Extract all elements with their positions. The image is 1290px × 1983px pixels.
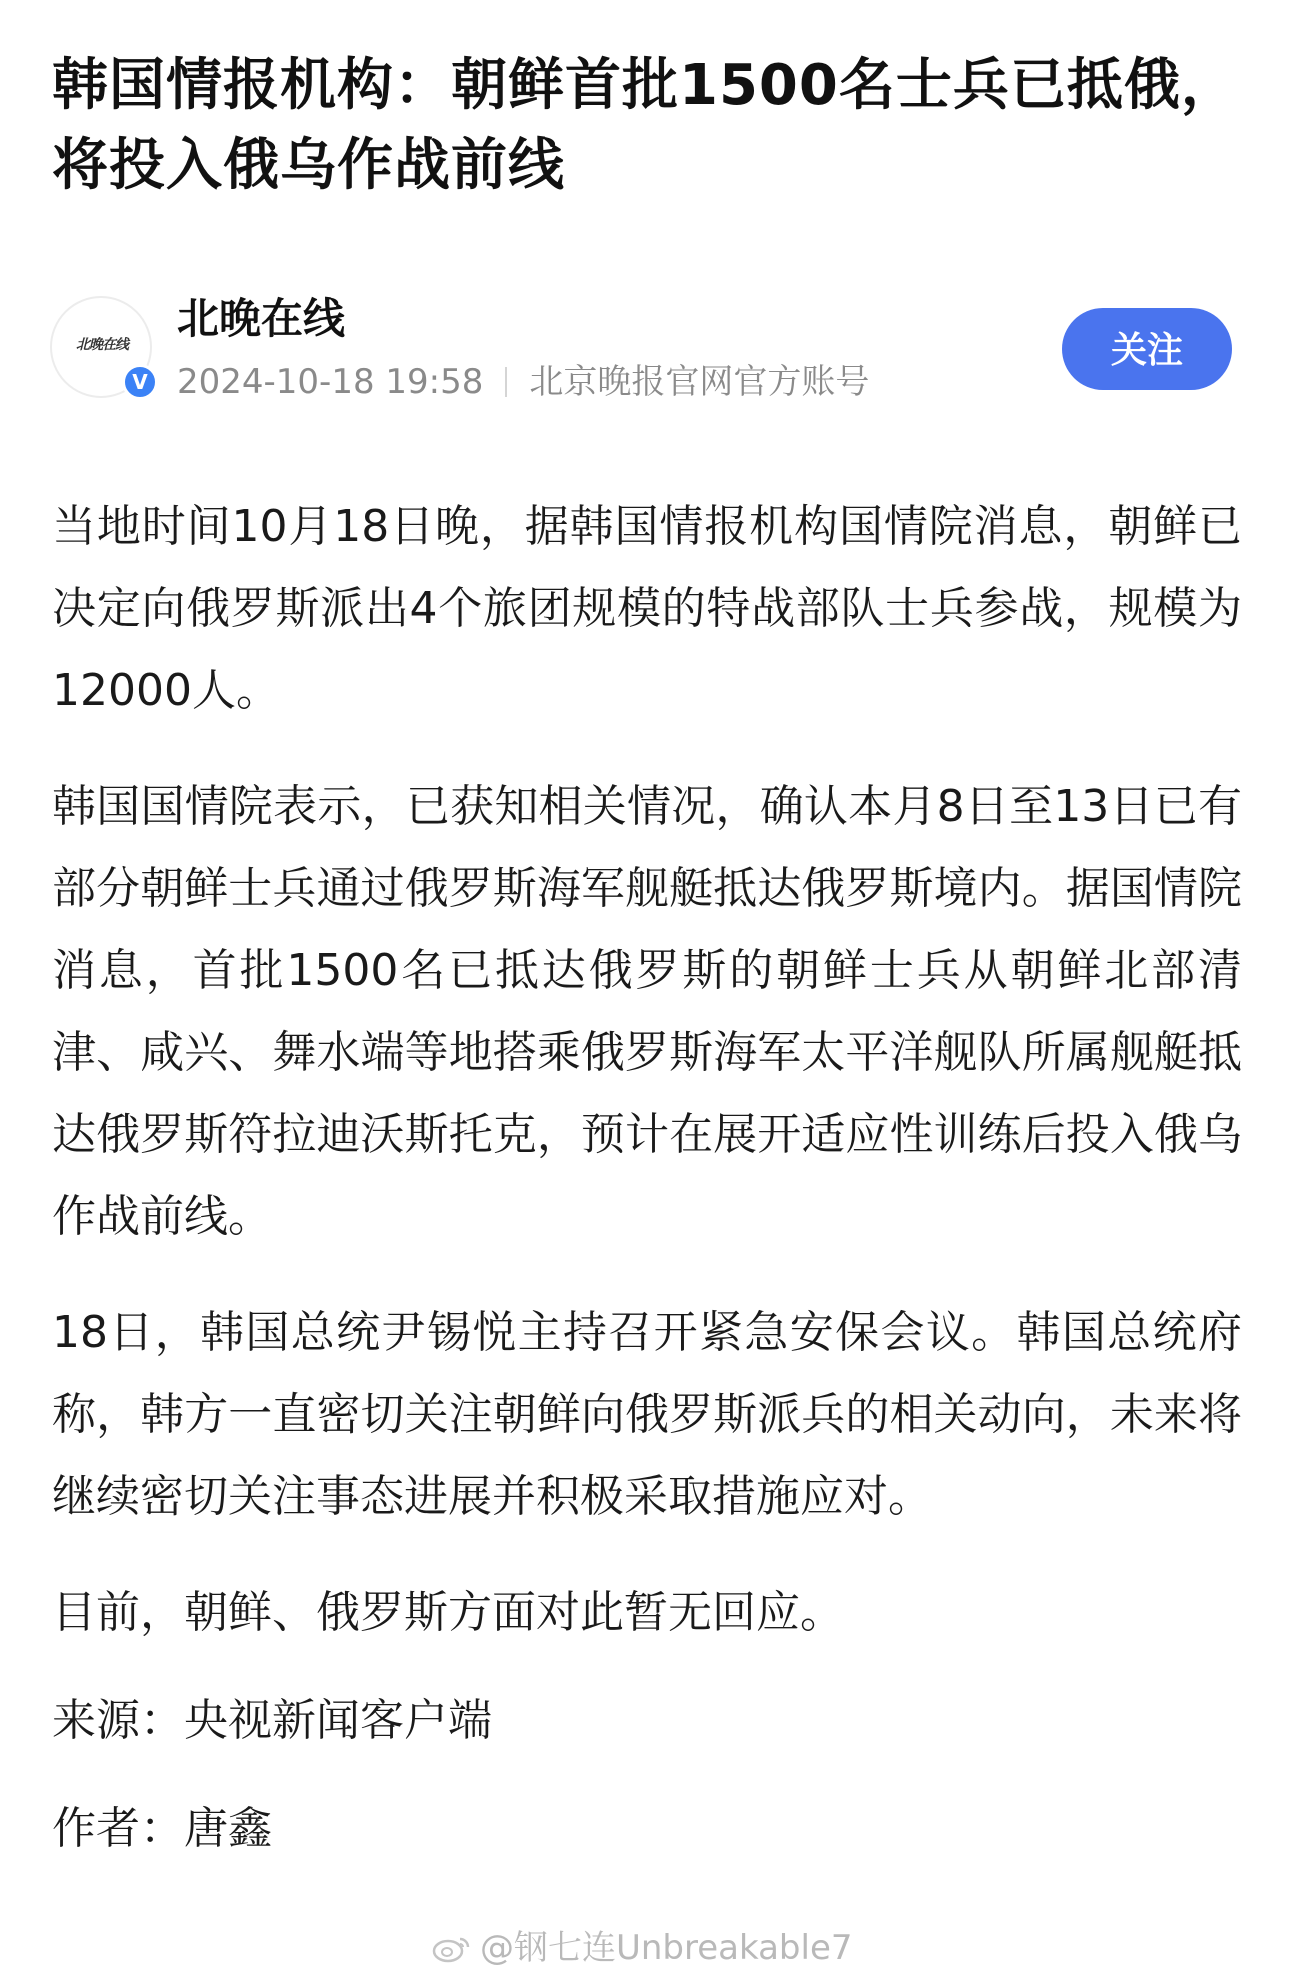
author-meta xyxy=(177,358,869,406)
verified-icon: V xyxy=(122,364,158,400)
account-type: 北京晚报官网官方账号 xyxy=(529,362,870,402)
meta-divider xyxy=(505,367,507,397)
author-name[interactable]: 北晚在线 xyxy=(177,294,346,343)
watermark-text: @钢七连Unbreakable7 xyxy=(480,1928,853,1968)
follow-button[interactable]: 关注 xyxy=(1062,308,1232,390)
article-paragraph: 当地时间10月18日晚，据韩国情报机构国情院消息，朝鲜已决定向俄罗斯派出4个旅团规模的特战部队士兵参战，规模为12000人。 xyxy=(52,501,1242,716)
article-body xyxy=(52,486,1242,1896)
article-paragraph: 韩国国情院表示，已获知相关情况，确认本月8日至13日已有部分朝鲜士兵通过俄罗斯海军舰艇抵达俄罗斯境内。据国情院消息，首批1500名已抵达俄罗斯的朝鲜士兵从朝鲜北部清津、咸兴、舞水端等地搭乘俄罗斯海军太平洋舰队所属舰艇抵达俄罗斯符拉迪沃斯托克，预计在展开适应性训练后投入俄乌作战前线。 xyxy=(52,781,1242,1242)
article-author-credit: 作者：唐鑫 xyxy=(52,1803,272,1854)
article-source: 来源：央视新闻客户端 xyxy=(52,1695,492,1746)
article-paragraph: 18日，韩国总统尹锡悦主持召开紧急安保会议。韩国总统府称，韩方一直密切关注朝鲜向俄罗斯派兵的相关动向，未来将继续密切关注事态进展并积极采取措施应对。 xyxy=(52,1307,1242,1522)
weibo-icon xyxy=(432,1933,472,1963)
article-paragraph: 目前，朝鲜、俄罗斯方面对此暂无回应。 xyxy=(52,1587,844,1638)
author-bar xyxy=(50,286,1240,416)
article-title: 韩国情报机构：朝鲜首批1500名士兵已抵俄，将投入俄乌作战前线 xyxy=(52,53,1238,198)
watermark xyxy=(432,1926,853,1970)
publish-datetime: 2024-10-18 19:58 xyxy=(177,362,484,402)
avatar-logo: 北晚在线 xyxy=(76,337,128,353)
